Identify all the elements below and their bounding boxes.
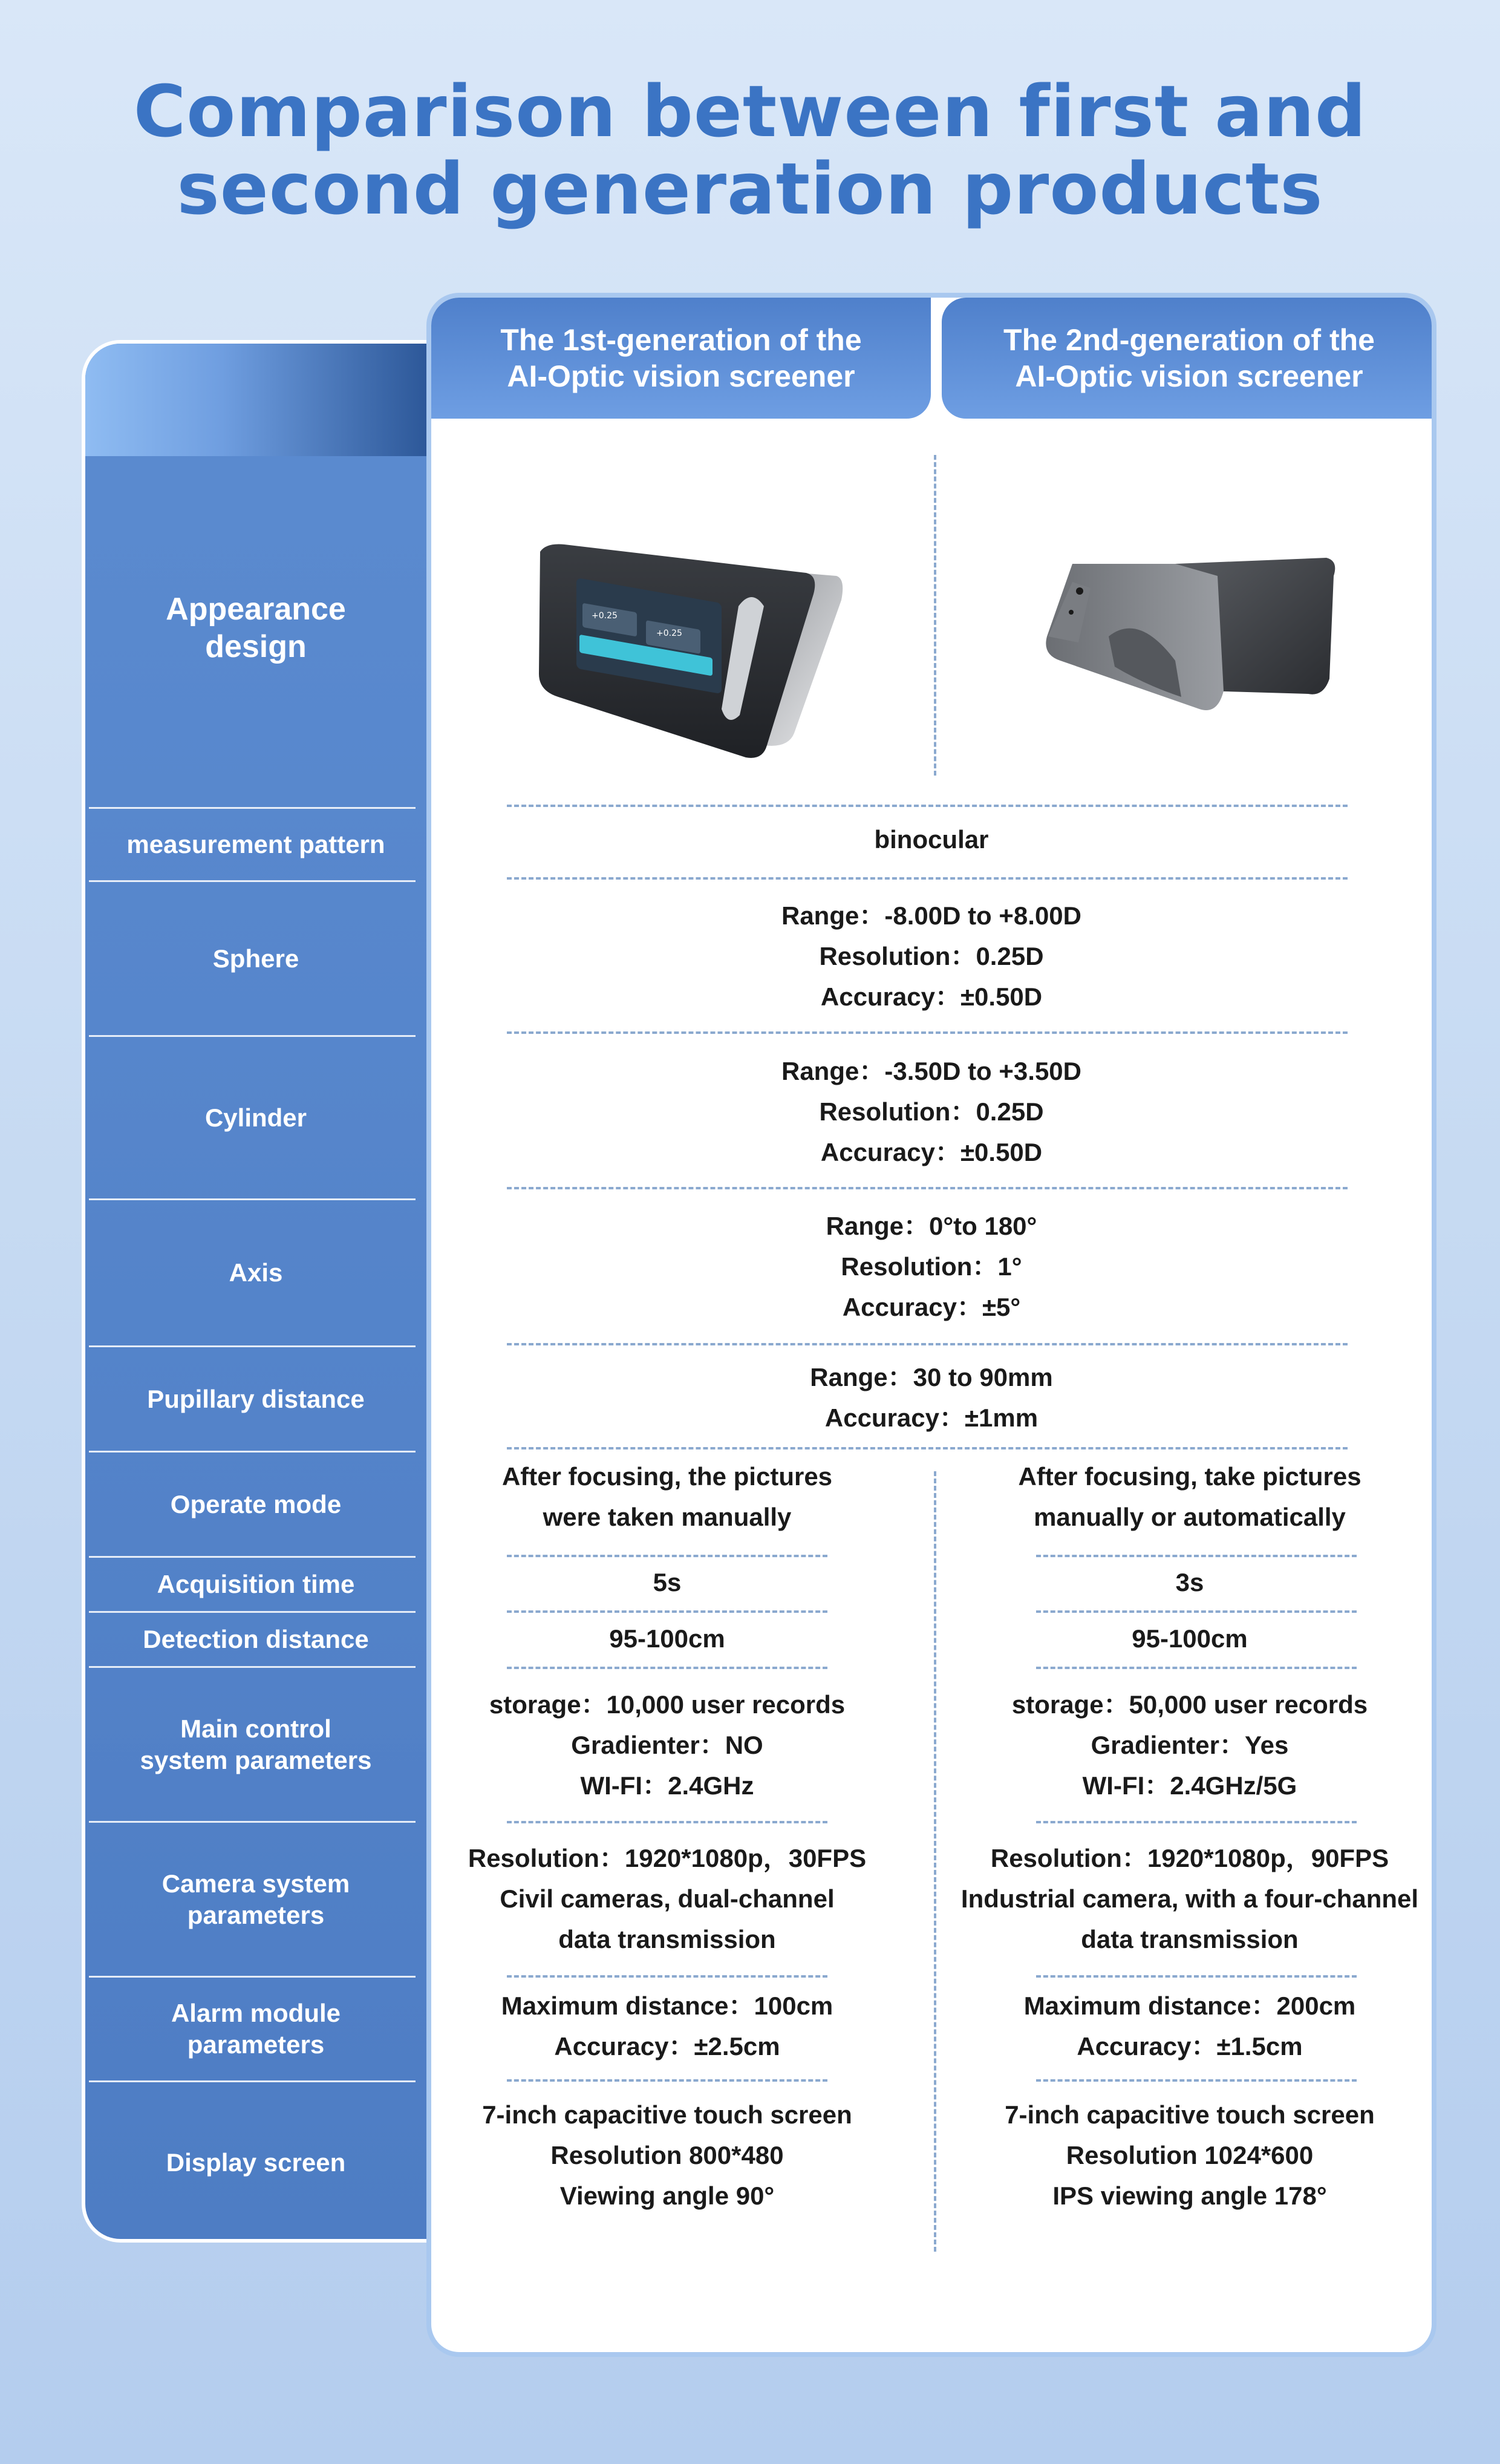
gen1-main-control: storage：10,000 user records Gradienter：NO WI-FI：2.4GHz — [489, 1690, 846, 1800]
label-acquisition-time: Acquisition time — [157, 1570, 355, 1598]
label-cylinder: Cylinder — [204, 1103, 307, 1132]
gen2-main-control: storage：50,000 user records Gradienter：Yes WI-FI：2.4GHz/5G — [1011, 1690, 1368, 1800]
gen2-operate-mode: After focusing, take pictures manually or automatically — [1018, 1462, 1361, 1531]
label-measurement-pattern: measurement pattern — [126, 830, 385, 858]
gen1-screen-value-right: +0.25 — [656, 629, 682, 638]
cell-sphere: Range：-8.00D to +8.00D Resolution：0.25D Accuracy：±0.50D — [781, 901, 1081, 1011]
label-detection-distance: Detection distance — [143, 1625, 369, 1653]
cell-pupillary-distance: Range：30 to 90mm Accuracy：±1mm — [810, 1363, 1053, 1432]
gen2-acquisition-time: 3s — [1175, 1568, 1204, 1596]
column-header-gen2: The 2nd-generation of the AI-Optic vision screener — [942, 298, 1436, 419]
cell-axis: Range：0°to 180° Resolution：1° Accuracy：±5° — [826, 1212, 1037, 1321]
row-label-column — [82, 340, 426, 2243]
label-display-screen: Display screen — [166, 2148, 346, 2177]
label-alarm-module: Alarm module parameters — [171, 1999, 341, 2059]
gen1-acquisition-time: 5s — [653, 1568, 682, 1596]
gen2-device-image — [1024, 540, 1363, 733]
page-title-line2: second generation products — [177, 147, 1323, 230]
cell-measurement-pattern: binocular — [874, 825, 989, 854]
cell-cylinder: Range：-3.50D to +3.50D Resolution：0.25D Accuracy：±0.50D — [781, 1057, 1081, 1166]
label-pupillary-distance: Pupillary distance — [147, 1384, 365, 1413]
label-operate-mode: Operate mode — [170, 1489, 342, 1518]
gen1-alarm-module: Maximum distance：100cm Accuracy：±2.5cm — [501, 1992, 833, 2060]
gen2-camera-system: Resolution：1920*1080p，90FPS Industrial camera, with a four-channel data transmission — [960, 1844, 1419, 1953]
label-appearance: Appearance design — [166, 592, 346, 664]
page-title-line1: Comparison between first and — [133, 70, 1367, 153]
label-axis: Axis — [229, 1258, 283, 1287]
label-camera-system: Camera system parameters — [161, 1869, 350, 1929]
gen2-alarm-module: Maximum distance：200cm Accuracy：±1.5cm — [1023, 1992, 1356, 2060]
gen2-display-screen: 7-inch capacitive touch screen Resolution 1024*600 IPS viewing angle 178° — [1005, 2100, 1375, 2210]
label-column-header — [85, 344, 426, 456]
gen1-detection-distance: 95-100cm — [609, 1624, 725, 1653]
gen2-detection-distance: 95-100cm — [1132, 1624, 1248, 1653]
gen1-camera-system: Resolution：1920*1080p，30FPS Civil cameras, dual-channel data transmission — [468, 1844, 867, 1953]
gen1-operate-mode: After focusing, the pictures were taken manually — [501, 1462, 833, 1531]
label-sphere: Sphere — [212, 944, 299, 973]
label-main-control: Main control system parameters — [140, 1714, 372, 1774]
gen1-screen-value-left: +0.25 — [592, 611, 618, 621]
column-header-gen1: The 1st-generation of the AI-Optic vision screener — [431, 298, 931, 419]
comparison-card — [426, 293, 1436, 2357]
gen1-device-image — [522, 515, 849, 770]
page-title — [0, 70, 1500, 230]
gen1-display-screen: 7-inch capacitive touch screen Resolution 800*480 Viewing angle 90° — [482, 2100, 852, 2210]
